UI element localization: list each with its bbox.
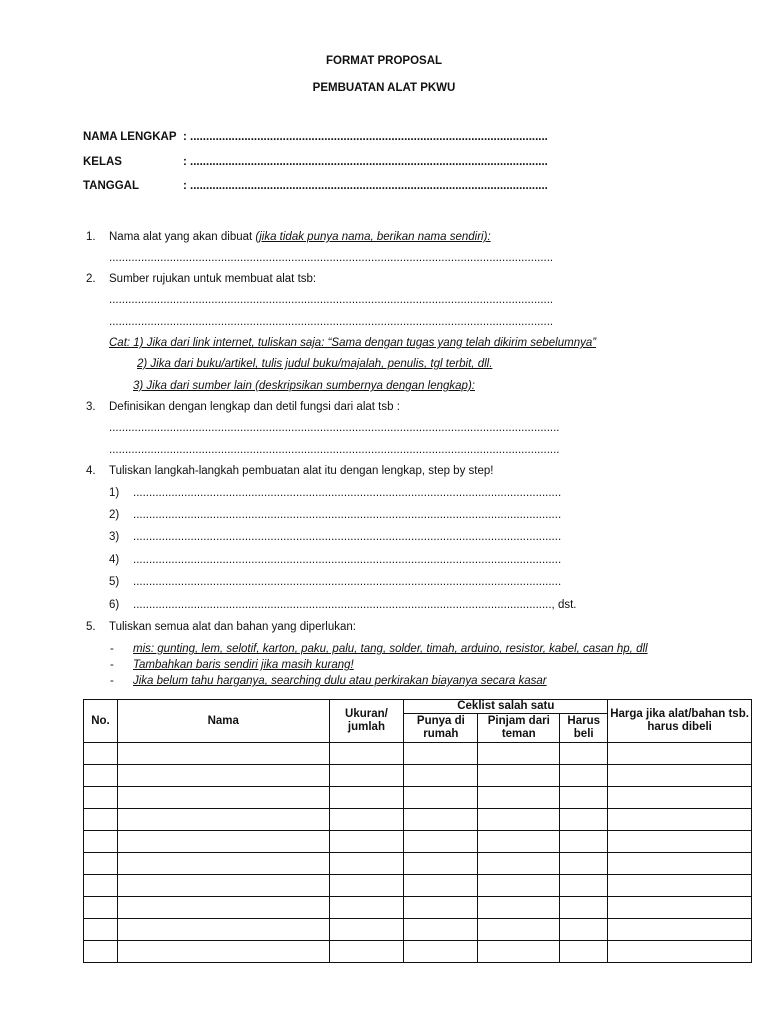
table-cell[interactable] bbox=[404, 853, 478, 875]
table-cell[interactable] bbox=[608, 765, 752, 787]
field-label: TANGGAL bbox=[83, 180, 140, 192]
table-cell[interactable] bbox=[478, 941, 560, 963]
table-cell[interactable] bbox=[404, 787, 478, 809]
note-cat-2: 2) Jika dari buku/artikel, tulis judul buku/majalah, penulis, tgl terbit, dll. bbox=[137, 358, 493, 370]
table-cell[interactable] bbox=[329, 787, 404, 809]
table-cell[interactable] bbox=[404, 831, 478, 853]
table-cell[interactable] bbox=[117, 809, 329, 831]
table-cell[interactable] bbox=[329, 941, 404, 963]
table-row bbox=[84, 941, 752, 963]
answer-line[interactable]: ............................................................................................................................................. bbox=[109, 444, 560, 456]
field-blank[interactable]: : ................................................................................................................ bbox=[183, 131, 548, 143]
table-cell[interactable] bbox=[404, 743, 478, 765]
step-number: 6) bbox=[109, 599, 120, 611]
section-number: 5. bbox=[86, 621, 96, 633]
table-cell[interactable] bbox=[117, 787, 329, 809]
table-cell[interactable] bbox=[478, 919, 560, 941]
table-cell[interactable] bbox=[560, 831, 608, 853]
table-cell[interactable] bbox=[560, 941, 608, 963]
doc-title: FORMAT PROPOSAL bbox=[325, 55, 443, 67]
table-cell[interactable] bbox=[84, 875, 118, 897]
doc-subtitle: PEMBUATAN ALAT PKWU bbox=[312, 82, 456, 94]
table-cell[interactable] bbox=[478, 831, 560, 853]
col-header-harus: Harus beli bbox=[560, 714, 608, 743]
answer-line[interactable]: ........................................................................................................................................... bbox=[109, 316, 554, 328]
question-note: (jika tidak punya nama, berikan nama sendiri): bbox=[255, 231, 491, 243]
table-cell[interactable] bbox=[117, 743, 329, 765]
bullet-mark: - bbox=[110, 675, 114, 687]
section-2-question: Sumber rujukan untuk membuat alat tsb: bbox=[109, 273, 317, 285]
step-number: 4) bbox=[109, 554, 120, 566]
materials-table bbox=[83, 699, 752, 963]
table-cell[interactable] bbox=[608, 941, 752, 963]
table-cell[interactable] bbox=[478, 765, 560, 787]
table-row bbox=[84, 787, 752, 809]
bullet-mark: - bbox=[110, 643, 114, 655]
note-cat-3: 3) Jika dari sumber lain (deskripsikan sumbernya dengan lengkap): bbox=[133, 380, 475, 392]
answer-line[interactable]: ........................................................................................................................................... bbox=[109, 294, 554, 306]
table-cell[interactable] bbox=[560, 743, 608, 765]
table-row bbox=[84, 897, 752, 919]
table-cell[interactable] bbox=[117, 941, 329, 963]
table-cell[interactable] bbox=[560, 787, 608, 809]
table-cell[interactable] bbox=[608, 831, 752, 853]
table-cell[interactable] bbox=[404, 809, 478, 831]
table-row bbox=[84, 875, 752, 897]
table-cell[interactable] bbox=[404, 875, 478, 897]
table-row bbox=[84, 765, 752, 787]
bullet-example-items: mis: gunting, lem, selotif, karton, paku, palu, tang, solder, timah, arduino, resistor, kabel, casan hp, dll bbox=[133, 643, 648, 655]
table-cell[interactable] bbox=[117, 853, 329, 875]
field-kelas[interactable] bbox=[83, 156, 623, 168]
table-cell[interactable] bbox=[404, 765, 478, 787]
table-cell[interactable] bbox=[608, 919, 752, 941]
table-cell[interactable] bbox=[84, 853, 118, 875]
table-cell[interactable] bbox=[329, 919, 404, 941]
table-cell[interactable] bbox=[560, 875, 608, 897]
section-5-question: Tuliskan semua alat dan bahan yang diperlukan: bbox=[109, 621, 356, 633]
table-cell[interactable] bbox=[608, 743, 752, 765]
table-cell[interactable] bbox=[329, 875, 404, 897]
table-cell[interactable] bbox=[404, 941, 478, 963]
table-cell[interactable] bbox=[117, 897, 329, 919]
col-header-harga: Harga jika alat/bahan tsb. harus dibeli bbox=[608, 700, 752, 743]
table-row bbox=[84, 809, 752, 831]
table-row bbox=[84, 853, 752, 875]
section-number: 3. bbox=[86, 401, 96, 413]
table-cell[interactable] bbox=[478, 853, 560, 875]
table-cell[interactable] bbox=[117, 875, 329, 897]
table-cell[interactable] bbox=[560, 853, 608, 875]
table-cell[interactable] bbox=[560, 809, 608, 831]
section-1-question bbox=[109, 231, 491, 243]
step-answer-line[interactable]: ...................................................................................................................................... bbox=[133, 576, 562, 588]
table-cell[interactable] bbox=[84, 831, 118, 853]
table-row bbox=[84, 919, 752, 941]
table-cell[interactable] bbox=[84, 787, 118, 809]
table-cell[interactable] bbox=[329, 831, 404, 853]
col-header-pinjam: Pinjam dari teman bbox=[478, 714, 560, 743]
table-cell[interactable] bbox=[329, 765, 404, 787]
table-cell[interactable] bbox=[560, 765, 608, 787]
table-cell[interactable] bbox=[117, 831, 329, 853]
table-cell[interactable] bbox=[329, 853, 404, 875]
table-cell[interactable] bbox=[329, 897, 404, 919]
table-cell[interactable] bbox=[478, 897, 560, 919]
table-cell[interactable] bbox=[560, 897, 608, 919]
section-number: 2. bbox=[86, 273, 96, 285]
table-cell[interactable] bbox=[478, 809, 560, 831]
table-cell[interactable] bbox=[84, 897, 118, 919]
field-label: KELAS bbox=[83, 156, 122, 168]
step-number: 5) bbox=[109, 576, 120, 588]
bullet-mark: - bbox=[110, 659, 114, 671]
step-answer-line[interactable]: ...................................................................................................................................... bbox=[133, 531, 562, 543]
col-header-punya: Punya di rumah bbox=[404, 714, 478, 743]
section-number: 1. bbox=[86, 231, 96, 243]
table-cell[interactable] bbox=[478, 787, 560, 809]
table-cell[interactable] bbox=[84, 941, 118, 963]
table-cell[interactable] bbox=[608, 853, 752, 875]
section-4-question: Tuliskan langkah-langkah pembuatan alat itu dengan lengkap, step by step! bbox=[109, 465, 494, 477]
table-cell[interactable] bbox=[404, 897, 478, 919]
step-number: 2) bbox=[109, 509, 120, 521]
table-cell[interactable] bbox=[608, 787, 752, 809]
col-header-no: No. bbox=[84, 700, 118, 743]
col-header-nama: Nama bbox=[117, 700, 329, 743]
table-cell[interactable] bbox=[329, 743, 404, 765]
step-answer-line[interactable]: ...................................................................................................................................... bbox=[133, 509, 562, 521]
table-row bbox=[84, 743, 752, 765]
table-cell[interactable] bbox=[608, 897, 752, 919]
step-answer-line[interactable]: ..................................................................................................................................., dst. bbox=[133, 599, 577, 611]
step-answer-line[interactable]: ...................................................................................................................................... bbox=[133, 487, 562, 499]
step-number: 3) bbox=[109, 531, 120, 543]
answer-line[interactable]: ........................................................................................................................................... bbox=[109, 252, 554, 264]
section-number: 4. bbox=[86, 465, 96, 477]
field-blank[interactable]: : ................................................................................................................ bbox=[183, 156, 548, 168]
note-cat-1: Cat: 1) Jika dari link internet, tuliskan saja: “Sama dengan tugas yang telah dikirim sebelumnya” bbox=[109, 337, 597, 349]
table-cell[interactable] bbox=[560, 919, 608, 941]
table-cell[interactable] bbox=[608, 875, 752, 897]
table-cell[interactable] bbox=[84, 809, 118, 831]
bullet-add-rows: Tambahkan baris sendiri jika masih kurang! bbox=[133, 659, 354, 671]
table-cell[interactable] bbox=[84, 919, 118, 941]
table-cell[interactable] bbox=[404, 919, 478, 941]
field-blank[interactable]: : ................................................................................................................ bbox=[183, 180, 548, 192]
table-cell[interactable] bbox=[117, 919, 329, 941]
table-cell[interactable] bbox=[608, 809, 752, 831]
table-cell[interactable] bbox=[84, 743, 118, 765]
col-header-ceklist: Ceklist salah satu bbox=[404, 700, 608, 714]
table-cell[interactable] bbox=[478, 875, 560, 897]
table-cell[interactable] bbox=[117, 765, 329, 787]
question-text: Nama alat yang akan dibuat bbox=[109, 231, 256, 243]
field-label: NAMA LENGKAP bbox=[83, 131, 177, 143]
table-cell[interactable] bbox=[478, 743, 560, 765]
field-tanggal[interactable] bbox=[83, 180, 623, 192]
table-cell[interactable] bbox=[84, 765, 118, 787]
step-answer-line[interactable]: ...................................................................................................................................... bbox=[133, 554, 562, 566]
section-3-question: Definisikan dengan lengkap dan detil fungsi dari alat tsb : bbox=[109, 401, 400, 413]
bullet-pricing-hint: Jika belum tahu harganya, searching dulu atau perkirakan biayanya secara kasar bbox=[133, 675, 547, 687]
table-cell[interactable] bbox=[329, 809, 404, 831]
step-number: 1) bbox=[109, 487, 120, 499]
col-header-ukuran: Ukuran/ jumlah bbox=[329, 700, 404, 743]
table-row bbox=[84, 831, 752, 853]
field-nama-lengkap[interactable] bbox=[83, 131, 623, 143]
answer-line[interactable]: ............................................................................................................................................. bbox=[109, 422, 560, 434]
